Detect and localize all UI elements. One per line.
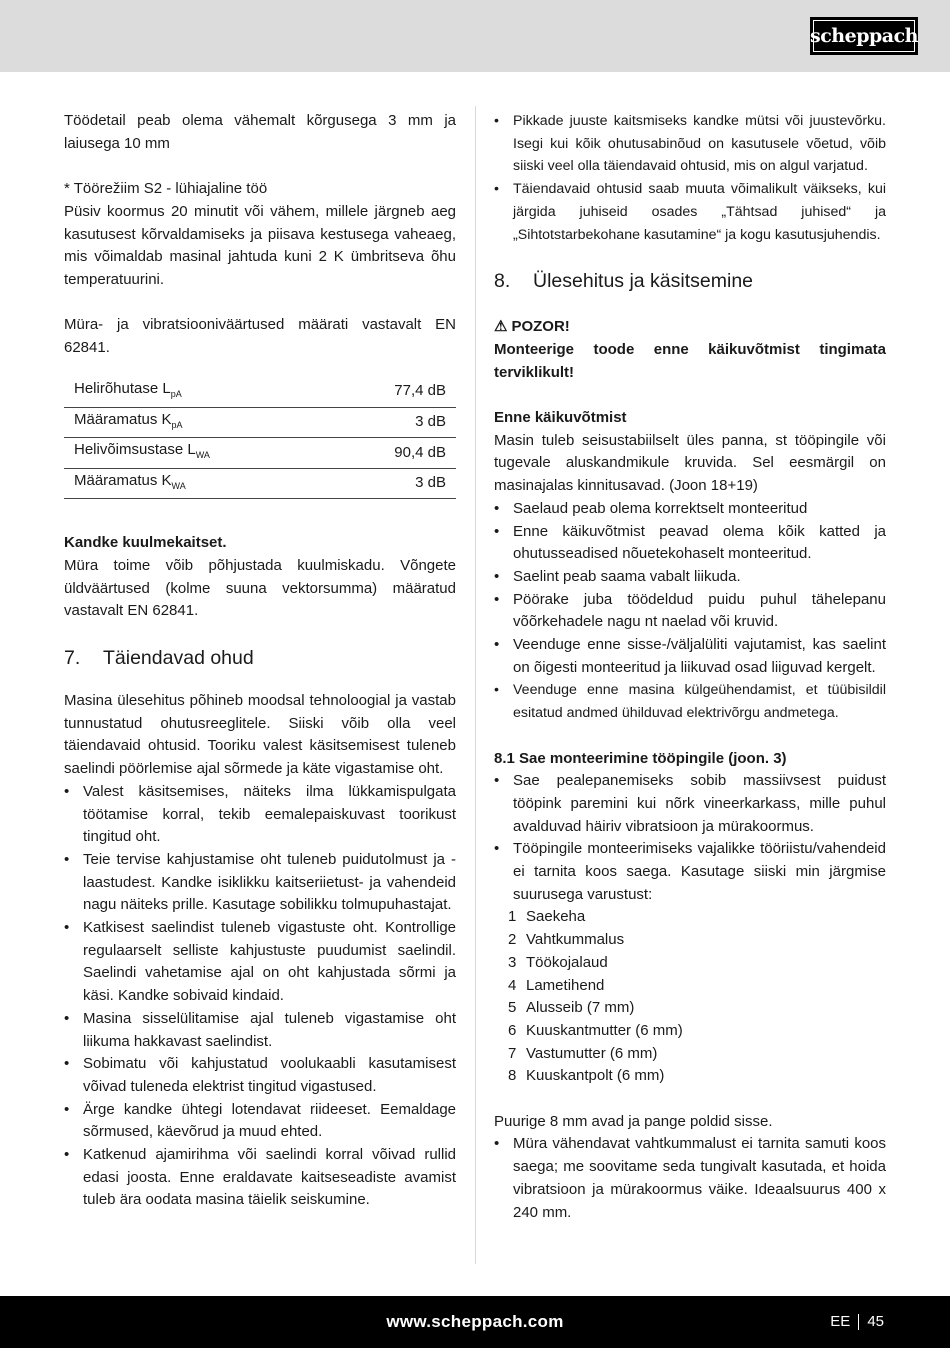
list-item: 1 Saekeha bbox=[508, 908, 586, 926]
brand-logo bbox=[810, 17, 918, 55]
footer-bar bbox=[0, 1296, 950, 1348]
section-7-intro: Masina ülesehitus põhineb moodsal tehnoloogial ja vastab tunnustatud ohutusreeglitele. Siiski võib olla veel täiendavaid ohtusid. Tooriku valest käsitsemisest tuleneb saelindi pöörlemise ajal sõrmede ja käte vigastamise oht. bbox=[64, 692, 456, 778]
list-item: • Tööpingile monteerimiseks vajalikke tööriistu/vahendeid ei tarnita koos saega. Kasutage siiski min järgmise suurusega varustust: bbox=[494, 838, 886, 906]
footer-website-link[interactable]: www.scheppach.com bbox=[386, 1311, 564, 1331]
hearing-protection-heading: Kandke kuulmekaitset. bbox=[64, 534, 227, 552]
language-code: EE bbox=[830, 1312, 851, 1330]
list-item: • Masina sisselülitamise ajal tuleneb vigastamise oht liikuma hakkavast saelindist. bbox=[64, 1008, 456, 1053]
section-number: 8. bbox=[494, 270, 511, 293]
warning-label: ⚠ POZOR! bbox=[494, 316, 886, 339]
table-value: 3 dB bbox=[332, 468, 456, 499]
right-column bbox=[494, 110, 886, 1224]
drill-bullets bbox=[494, 1133, 886, 1224]
list-item: • Ärge kandke ühtegi lotendavat riideeset. Eemaldage sõrmused, käevõrud ja muud ehted. bbox=[64, 1099, 456, 1144]
spacer bbox=[64, 499, 456, 532]
table-row bbox=[64, 468, 456, 499]
subsection-8-1-bullets bbox=[494, 770, 886, 906]
list-item: 8 Kuuskantpolt (6 mm) bbox=[508, 1067, 665, 1085]
list-item: • Sobimatu või kahjustatud voolukaabli kasutamisest võivad tuleneda elektrist tingitud vigastused. bbox=[64, 1053, 456, 1098]
list-item: • Teie tervise kahjustamise oht tuleneb puidutolmust ja -laastudest. Kandke isiklikku kaitseriietust- ja vahendeid nagu näiteks prille. Kasutage sobilikku tolmupuhastajat. bbox=[64, 849, 456, 917]
list-item: • Enne käikuvõtmist peavad olema kõik katted ja ohutusseadised nõuetekohaselt monteeritud. bbox=[494, 521, 886, 566]
list-item: • Pöörake juba töödeldud puidu puhul tähelepanu võõrkehadele nagu nt naelad või kruvid. bbox=[494, 589, 886, 634]
before-use-bullets-small bbox=[494, 679, 886, 724]
list-item: • Saelaud peab olema korrektselt monteeritud bbox=[494, 498, 886, 521]
page-number: 45 bbox=[867, 1312, 884, 1330]
list-item: • Sae pealepanemiseks sobib massiivsest puidust tööpink paremini kui nõrk vineerkarkass, mille puhul avalduvad häiriv vibratsioon ja mürakoormus. bbox=[494, 770, 886, 838]
drill-instruction: Puurige 8 mm avad ja pange poldid sisse. bbox=[494, 1112, 773, 1130]
section-8-heading bbox=[494, 268, 886, 294]
paragraph-mode-heading: * Töörežiim S2 - lühiajaline töö bbox=[64, 180, 268, 198]
list-item: 5 Alusseib (7 mm) bbox=[508, 999, 635, 1017]
subsection-8-1-heading: 8.1 Sae monteerimine tööpingile (joon. 3) bbox=[494, 749, 787, 767]
list-item: 2 Vahtkummalus bbox=[508, 931, 625, 949]
left-column bbox=[64, 110, 456, 1212]
list-item: • Katkisest saelindist tuleneb vigastuste oht. Kontrollige regulaarselt selliste kahjustuste puudumist saelindil. Saelindi vahetamise ajal on oht kahjustada sõrmi ja käsi. Kandke sobivaid kindaid. bbox=[64, 917, 456, 1008]
section-title: Ülesehitus ja käsitsemine bbox=[533, 270, 754, 293]
table-row bbox=[64, 377, 456, 408]
column-divider bbox=[475, 106, 476, 1264]
warning-text: Monteerige toode enne käikuvõtmist tingimata terviklikult! bbox=[494, 340, 886, 381]
spacer bbox=[494, 384, 886, 407]
section-title: Täiendavad ohud bbox=[103, 647, 254, 670]
section-number: 7. bbox=[64, 647, 81, 670]
list-item: • Pikkade juuste kaitsmiseks kandke mütsi või juustevõrku. Isegi kui kõik ohutusabinõud on kasutusele võetud, võib siiski veel olla täiendavaid ohtusid, mis on algul varjatud. bbox=[494, 110, 886, 178]
brand-logo-text: scheppach bbox=[810, 24, 918, 47]
table-value: 3 dB bbox=[332, 407, 456, 438]
warning-triangle-icon: ⚠ bbox=[494, 318, 508, 336]
table-row bbox=[64, 407, 456, 438]
header-bar bbox=[0, 0, 950, 72]
before-use-body: Masin tuleb seisustabiilselt üles panna, st tööpingile või tugevale aluskandmikule kruvida. Sel eesmärgil on masinajalas kinnitusavad. (Joon 18+19) bbox=[494, 431, 886, 495]
footer-page-info bbox=[830, 1296, 884, 1348]
table-value: 90,4 dB bbox=[332, 438, 456, 469]
paragraph-mode-body: Püsiv koormus 20 minutit või vähem, millele järgneb aeg kasutusest kõrvaldamiseks ja piisava kestusega vaheaeg, mis võimaldab masinal jahtuda kuni 2 K ümbritseva õhu temperatuurini. bbox=[64, 202, 456, 288]
list-item: • Veenduge enne masina külgeühendamist, et tüübisildil esitatud andmed ühilduvad elektrivõrgu andmetega. bbox=[494, 679, 886, 724]
spacer bbox=[494, 1088, 886, 1111]
paragraph-min-size: Töödetail peab olema vähemalt kõrgusega 3 mm ja laiusega 10 mm bbox=[64, 112, 456, 152]
paragraph-noise-note: Müra- ja vibratsiooniväärtused määrati vastavalt EN 62841. bbox=[64, 316, 456, 356]
list-item: 4 Lametihend bbox=[508, 976, 605, 994]
section-7-heading bbox=[64, 645, 456, 671]
list-item: 7 Vastumutter (6 mm) bbox=[508, 1044, 658, 1062]
noise-spec-table bbox=[64, 377, 456, 500]
table-label: Helivõimsustase $L_{WA}$ bbox=[64, 438, 332, 469]
before-use-heading: Enne käikuvõtmist bbox=[494, 409, 627, 427]
spacer bbox=[64, 155, 456, 178]
spacer bbox=[64, 292, 456, 315]
list-item: • Katkenud ajamirihma või saelindi korral võivad rullid edasi joosta. Enne eraldavate kaitseseadiste avamist tuleb ära oodata masina täielik seiskumine. bbox=[64, 1144, 456, 1212]
list-item: • Veenduge enne sisse-/väljalüliti vajutamist, kas saelint on õigesti monteeritud ja liikuvad osad liiguvad kergelt. bbox=[494, 634, 886, 679]
list-item: • Saelint peab saama vabalt liikuda. bbox=[494, 566, 886, 589]
hearing-protection-body: Müra toime võib põhjustada kuulmiskadu. Võngete üldväärtused (kolme suuna vektorsumma) määratud vastavalt EN 62841. bbox=[64, 556, 456, 620]
top-bullets bbox=[494, 110, 886, 246]
parts-list bbox=[508, 906, 886, 1088]
list-item: 6 Kuuskantmutter (6 mm) bbox=[508, 1021, 683, 1039]
table-label: Helirõhutase $L_{pA}$ bbox=[64, 377, 332, 408]
list-item: • Müra vähendavat vahtkummalust ei tarnita samuti koos saega; me soovitame seda tungivalt kasutada, et hoida vibratsioon ja mürakoormus väike. Ideaalsuurus 400 x 240 mm. bbox=[494, 1133, 886, 1224]
section-7-bullets bbox=[64, 781, 456, 1212]
list-item: 3 Töökojalaud bbox=[508, 953, 608, 971]
spacer bbox=[494, 725, 886, 748]
before-use-bullets bbox=[494, 498, 886, 680]
table-label: Määramatus $K_{pA}$ bbox=[64, 407, 332, 438]
divider bbox=[858, 1314, 859, 1330]
list-item: • Valest käsitsemises, näiteks ilma lükkamispulgata töötamise korral, tekib eemalepaiskuvast toorikust tingitud oht. bbox=[64, 781, 456, 849]
list-item: • Täiendavaid ohtusid saab muuta võimalikult väikseks, kui järgida juhiseid osades „Tähtsad juhised“ ja „Sihtotstarbekohane kasutamine“ ja kogu kasutusjuhendis. bbox=[494, 178, 886, 246]
table-value: 77,4 dB bbox=[332, 377, 456, 408]
table-label: Määramatus $K_{WA}$ bbox=[64, 468, 332, 499]
table-row bbox=[64, 438, 456, 469]
